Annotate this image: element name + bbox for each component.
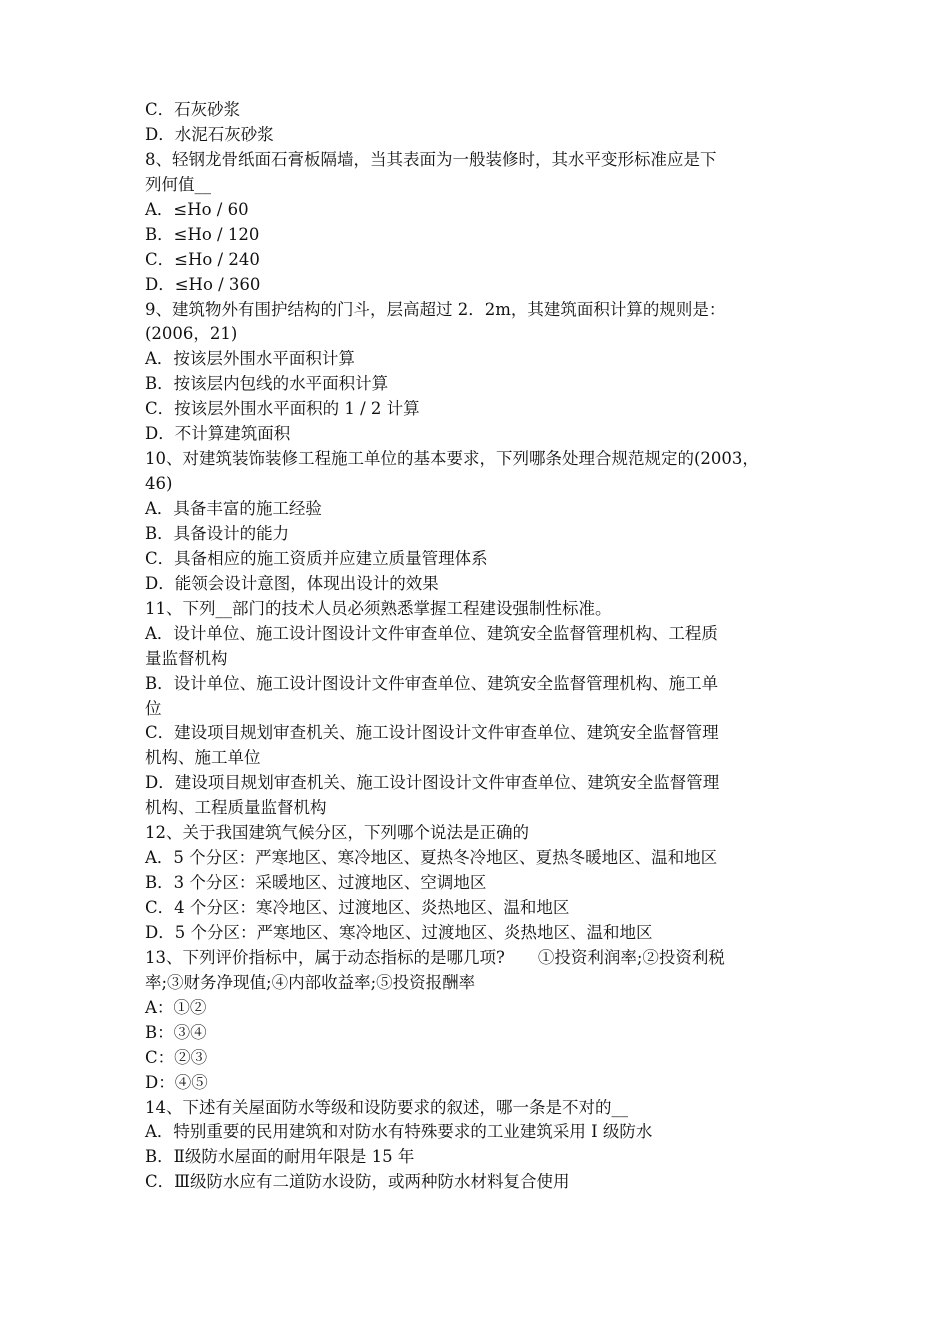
option-d-line: D．5 个分区：严寒地区、寒冷地区、过渡地区、炎热地区、温和地区 <box>145 922 653 942</box>
question-12-line: 12、关于我国建筑气候分区，下列哪个说法是正确的 <box>145 823 529 843</box>
option-c-line: C．石灰砂浆 <box>145 100 241 119</box>
option-b-line: B．具备设计的能力 <box>145 523 290 543</box>
option-c-line: C：②③ <box>145 1047 208 1067</box>
option-a-line: A．5 个分区：严寒地区、寒冷地区、夏热冬冷地区、夏热冬暖地区、温和地区 <box>145 848 718 868</box>
option-c-line: C．4 个分区：寒冷地区、过渡地区、炎热地区、温和地区 <box>145 898 570 917</box>
question-13-line: 13、下列评价指标中，属于动态指标的是哪几项? ①投资利润率;②投资利税 <box>145 947 725 967</box>
option-a-line: A．设计单位、施工设计图设计文件审查单位、建筑安全监督管理机构、工程质 <box>145 623 718 643</box>
option-d-line: D．水泥石灰砂浆 <box>145 124 274 144</box>
option-d-line: D．≤Ho / 360 <box>145 274 261 294</box>
question-8-line-cont: 列何值__ <box>145 174 211 194</box>
option-b-line: B．按该层内包线的水平面积计算 <box>145 374 389 394</box>
option-d-line: D．能领会设计意图，体现出设计的效果 <box>145 573 439 593</box>
option-a-line: A．按该层外围水平面积计算 <box>145 349 355 369</box>
option-c-line-cont: 机构、施工单位 <box>145 748 261 768</box>
question-9-line: 9、建筑物外有围护结构的门斗，层高超过 2．2m，其建筑面积计算的规则是： <box>145 299 726 319</box>
option-b-line: B．3 个分区：采暖地区、过渡地区、空调地区 <box>145 873 487 893</box>
option-a-line: A．≤Ho / 60 <box>145 199 249 219</box>
option-b-line-cont: 位 <box>145 698 162 718</box>
option-d-line-cont: 机构、工程质量监督机构 <box>145 798 327 818</box>
option-b-line: B．设计单位、施工设计图设计文件审查单位、建筑安全监督管理机构、施工单 <box>145 673 719 693</box>
question-11-line: 11、下列__部门的技术人员必须熟悉掌握工程建设强制性标准。 <box>145 598 612 618</box>
question-10-line-cont: 46) <box>145 474 173 494</box>
option-d-line: D．建设项目规划审查机关、施工设计图设计文件审查单位、建筑安全监督管理 <box>145 773 720 793</box>
question-10-line: 10、对建筑装饰装修工程施工单位的基本要求，下列哪条处理合规范规定的(2003， <box>145 449 759 469</box>
option-d-line: D：④⑤ <box>145 1072 208 1092</box>
option-c-line: C．Ⅲ级防水应有二道防水设防，或两种防水材料复合使用 <box>145 1172 570 1192</box>
option-a-line: A．具备丰富的施工经验 <box>145 499 322 518</box>
option-b-line: B：③④ <box>145 1022 207 1042</box>
option-d-line: D．不计算建筑面积 <box>145 424 291 444</box>
option-c-line: C．按该层外围水平面积的 1 / 2 计算 <box>145 399 420 419</box>
option-c-line: C．具备相应的施工资质并应建立质量管理体系 <box>145 548 488 568</box>
option-c-line: C．≤Ho / 240 <box>145 249 260 269</box>
option-b-line: B．Ⅱ级防水屋面的耐用年限是 15 年 <box>145 1147 415 1167</box>
question-14-line: 14、下述有关屋面防水等级和设防要求的叙述，哪一条是不对的__ <box>145 1097 628 1117</box>
document-body <box>145 98 817 1195</box>
question-9-line-cont: (2006，21) <box>145 324 238 344</box>
option-c-line: C．建设项目规划审查机关、施工设计图设计文件审查单位、建筑安全监督管理 <box>145 723 719 743</box>
option-a-line-cont: 量监督机构 <box>145 648 228 668</box>
option-a-line: A．特别重要的民用建筑和对防水有特殊要求的工业建筑采用 I 级防水 <box>145 1122 653 1142</box>
question-8-line: 8、轻钢龙骨纸面石膏板隔墙，当其表面为一般装修时，其水平变形标准应是下 <box>145 149 717 169</box>
option-a-line: A：①② <box>145 997 207 1017</box>
question-13-line-cont: 率;③财务净现值;④内部收益率;⑤投资报酬率 <box>145 972 476 992</box>
option-b-line: B．≤Ho / 120 <box>145 224 260 244</box>
